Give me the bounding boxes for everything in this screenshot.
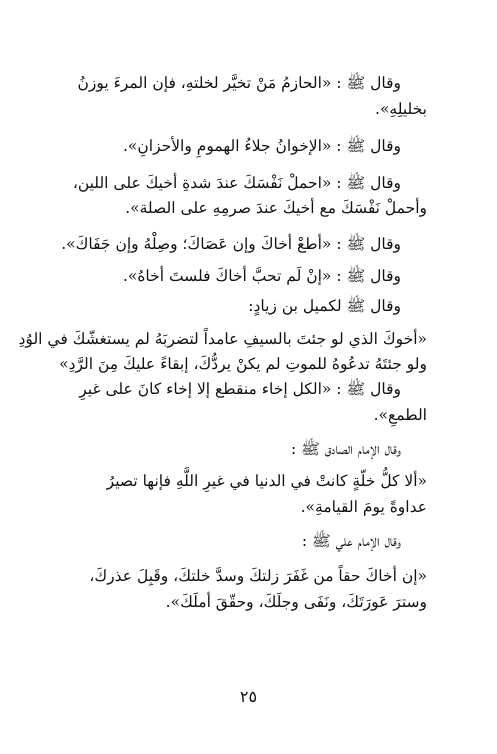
- text-line: وقال الإمام الصادق ﷺ :: [290, 440, 401, 458]
- poem-verse: ولو جئتَهُ تدعُوهُ للموتِ لم يكنْ يردُّكَ، إبقاءً عليكَ مِنَ الرَّدِ»: [59, 355, 427, 373]
- text-line: وقال ﷺ : «الحازمُ مَنْ تخيَّر لخلتهِ، فإن المرءَ يوزنُ: [77, 74, 401, 92]
- text-line: «إن أخاكَ حقاً من غَفَرَ زلتكَ وسدَّ خلتكَ، وقَبِلَ عذركَ،: [89, 567, 427, 585]
- text-line: وأحملْ نَفْسَكَ مع أخيكَ عندَ صرمِهِ على الصلة».: [125, 199, 427, 217]
- text-line: الطمعِ».: [373, 406, 427, 424]
- text-line: عداوةً يومَ القيامةِ».: [300, 498, 427, 516]
- text-line: وقال الإمام علي ﷺ :: [301, 532, 401, 550]
- text-line: وقال ﷺ : «إنْ لَم تحبَّ أخاكَ فلستَ أخاهُ».: [122, 267, 401, 285]
- text-line: وقال ﷺ : «أطعْ أخاكَ وإن عَصَاكَ؛ وصِلْهُ وإن جَفَاكَ».: [61, 235, 401, 253]
- text-line: وقال ﷺ : «الإخوانُ جلاءُ الهمومِ والأحزانِ».: [122, 137, 401, 155]
- text-line: بخليلِهِ».: [375, 100, 427, 118]
- page-number: ٢٥: [239, 687, 258, 706]
- text-line: وقال ﷺ : «الكل إخاء منقطع إلا إخاء كانَ على غيرِ: [79, 380, 401, 398]
- text-line: وسترَ عَورَتَكَ، ونَفَى وجلَكَ، وحقّقَ أملَكَ».: [165, 593, 427, 611]
- poem-verse: «أخوكَ الذي لو جئتَ بالسيفِ عامداً لتضربَهُ لم يستغشّكَ في الوُدِ: [18, 330, 427, 348]
- text-line: وقال ﷺ : «احملْ نَفْسَكَ عندَ شدةِ أخيكَ على اللين،: [72, 174, 401, 192]
- text-line: وقال ﷺ لكميل بن زيادٍ:: [248, 297, 401, 315]
- text-line: «ألا كلُّ خلّةٍ كانتْ في الدنيا في غيرِ اللَّهِ فإنها تصيرُ: [106, 472, 427, 490]
